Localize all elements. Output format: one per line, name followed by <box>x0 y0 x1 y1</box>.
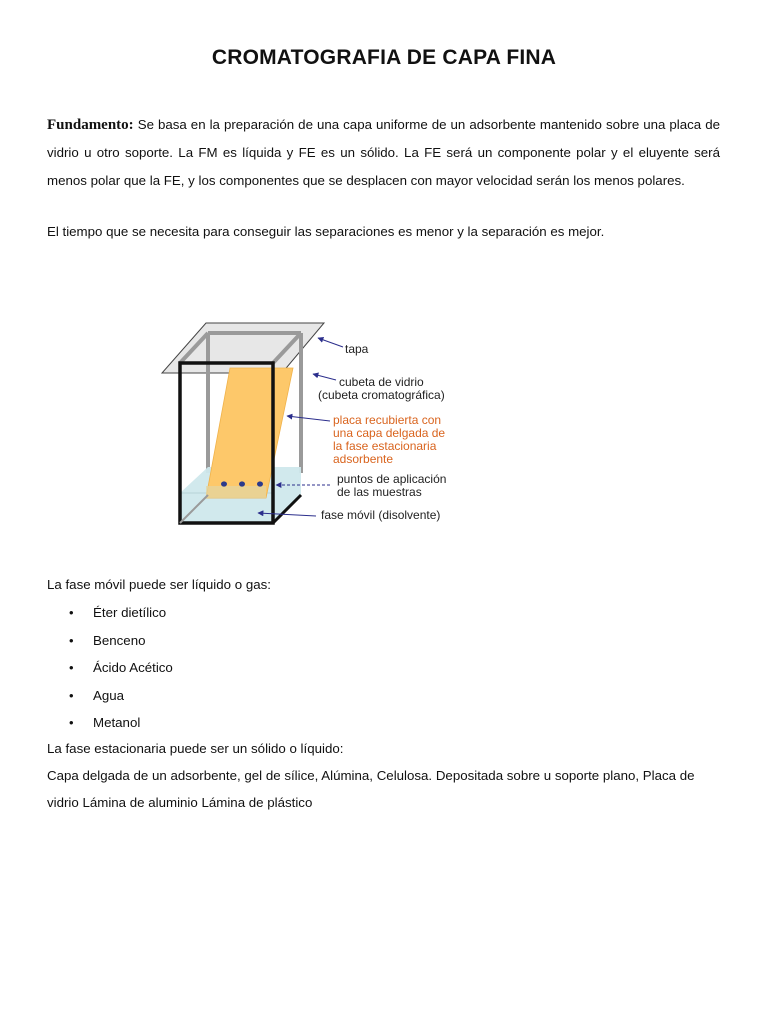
page-title: CROMATOGRAFIA DE CAPA FINA <box>211 46 557 69</box>
list-item <box>47 682 173 710</box>
fundamento-lead: Fundamento: <box>47 117 134 133</box>
fundamento-paragraph <box>47 111 720 194</box>
mobile-phase-heading: La fase móvil puede ser líquido o gas: <box>47 577 271 592</box>
label-placa-4: adsorbente <box>333 452 394 466</box>
label-cubeta-2: (cubeta cromatográfica) <box>318 388 445 402</box>
tlc-diagram <box>158 300 468 540</box>
label-puntos-1: puntos de aplicación <box>337 472 447 486</box>
sample-spot-2 <box>239 481 245 486</box>
bullet-marker: • <box>69 687 74 703</box>
bullet-marker: • <box>69 632 74 648</box>
mobile-phase-list <box>47 599 173 737</box>
stationary-phase-text: Capa delgada de un adsorbente, gel de sílice, Alúmina, Celulosa. Depositada sobre u soporte plano, Placa de vidrio Lámina de aluminio Lámina de plástico <box>47 768 695 810</box>
bullet-marker: • <box>69 660 74 675</box>
label-placa-2: una capa delgada de <box>333 426 446 440</box>
list-item <box>47 599 173 627</box>
label-fase-movil: fase móvil (disolvente) <box>321 508 441 522</box>
list-item-text: Ácido Acético <box>93 660 173 675</box>
plate-submerged-band <box>206 486 266 498</box>
fundamento-text: Se basa en la preparación de una capa uniforme de un adsorbente mantenido sobre una placa de vidrio u otro soporte. La FM es líquida y FE es un sólido. La FE será un componente polar y el eluyente será menos polar que la FE, y los componentes que se desplacen con mayor velocidad serán los menos polares. <box>47 117 720 188</box>
list-item-text: Éter dietílico <box>93 605 167 620</box>
stationary-phase-heading: La fase estacionaria puede ser un sólido o líquido: <box>47 741 344 756</box>
list-item-text: Benceno <box>93 632 146 648</box>
sample-spot-1 <box>221 481 227 486</box>
list-item-text: Metanol <box>93 715 141 730</box>
list-item-text: Agua <box>93 687 125 703</box>
list-item <box>47 709 173 737</box>
arrow-tapa <box>318 338 343 347</box>
bullet-marker: • <box>69 605 74 620</box>
time-paragraph: El tiempo que se necesita para conseguir las separaciones es menor y la separación es mejor. <box>47 224 605 239</box>
arrow-placa <box>287 416 330 421</box>
list-item <box>47 654 173 682</box>
sample-spot-3 <box>257 481 263 486</box>
arrow-cubeta <box>313 374 336 380</box>
label-placa-3: la fase estacionaria <box>333 439 437 453</box>
label-placa-1: placa recubierta con <box>333 413 442 427</box>
bullet-marker: • <box>69 715 74 730</box>
list-item <box>47 627 173 655</box>
label-cubeta-1: cubeta de vidrio <box>339 375 424 389</box>
label-tapa: tapa <box>345 342 369 356</box>
label-puntos-2: de las muestras <box>337 485 422 499</box>
tlc-chamber-figure <box>158 300 468 540</box>
